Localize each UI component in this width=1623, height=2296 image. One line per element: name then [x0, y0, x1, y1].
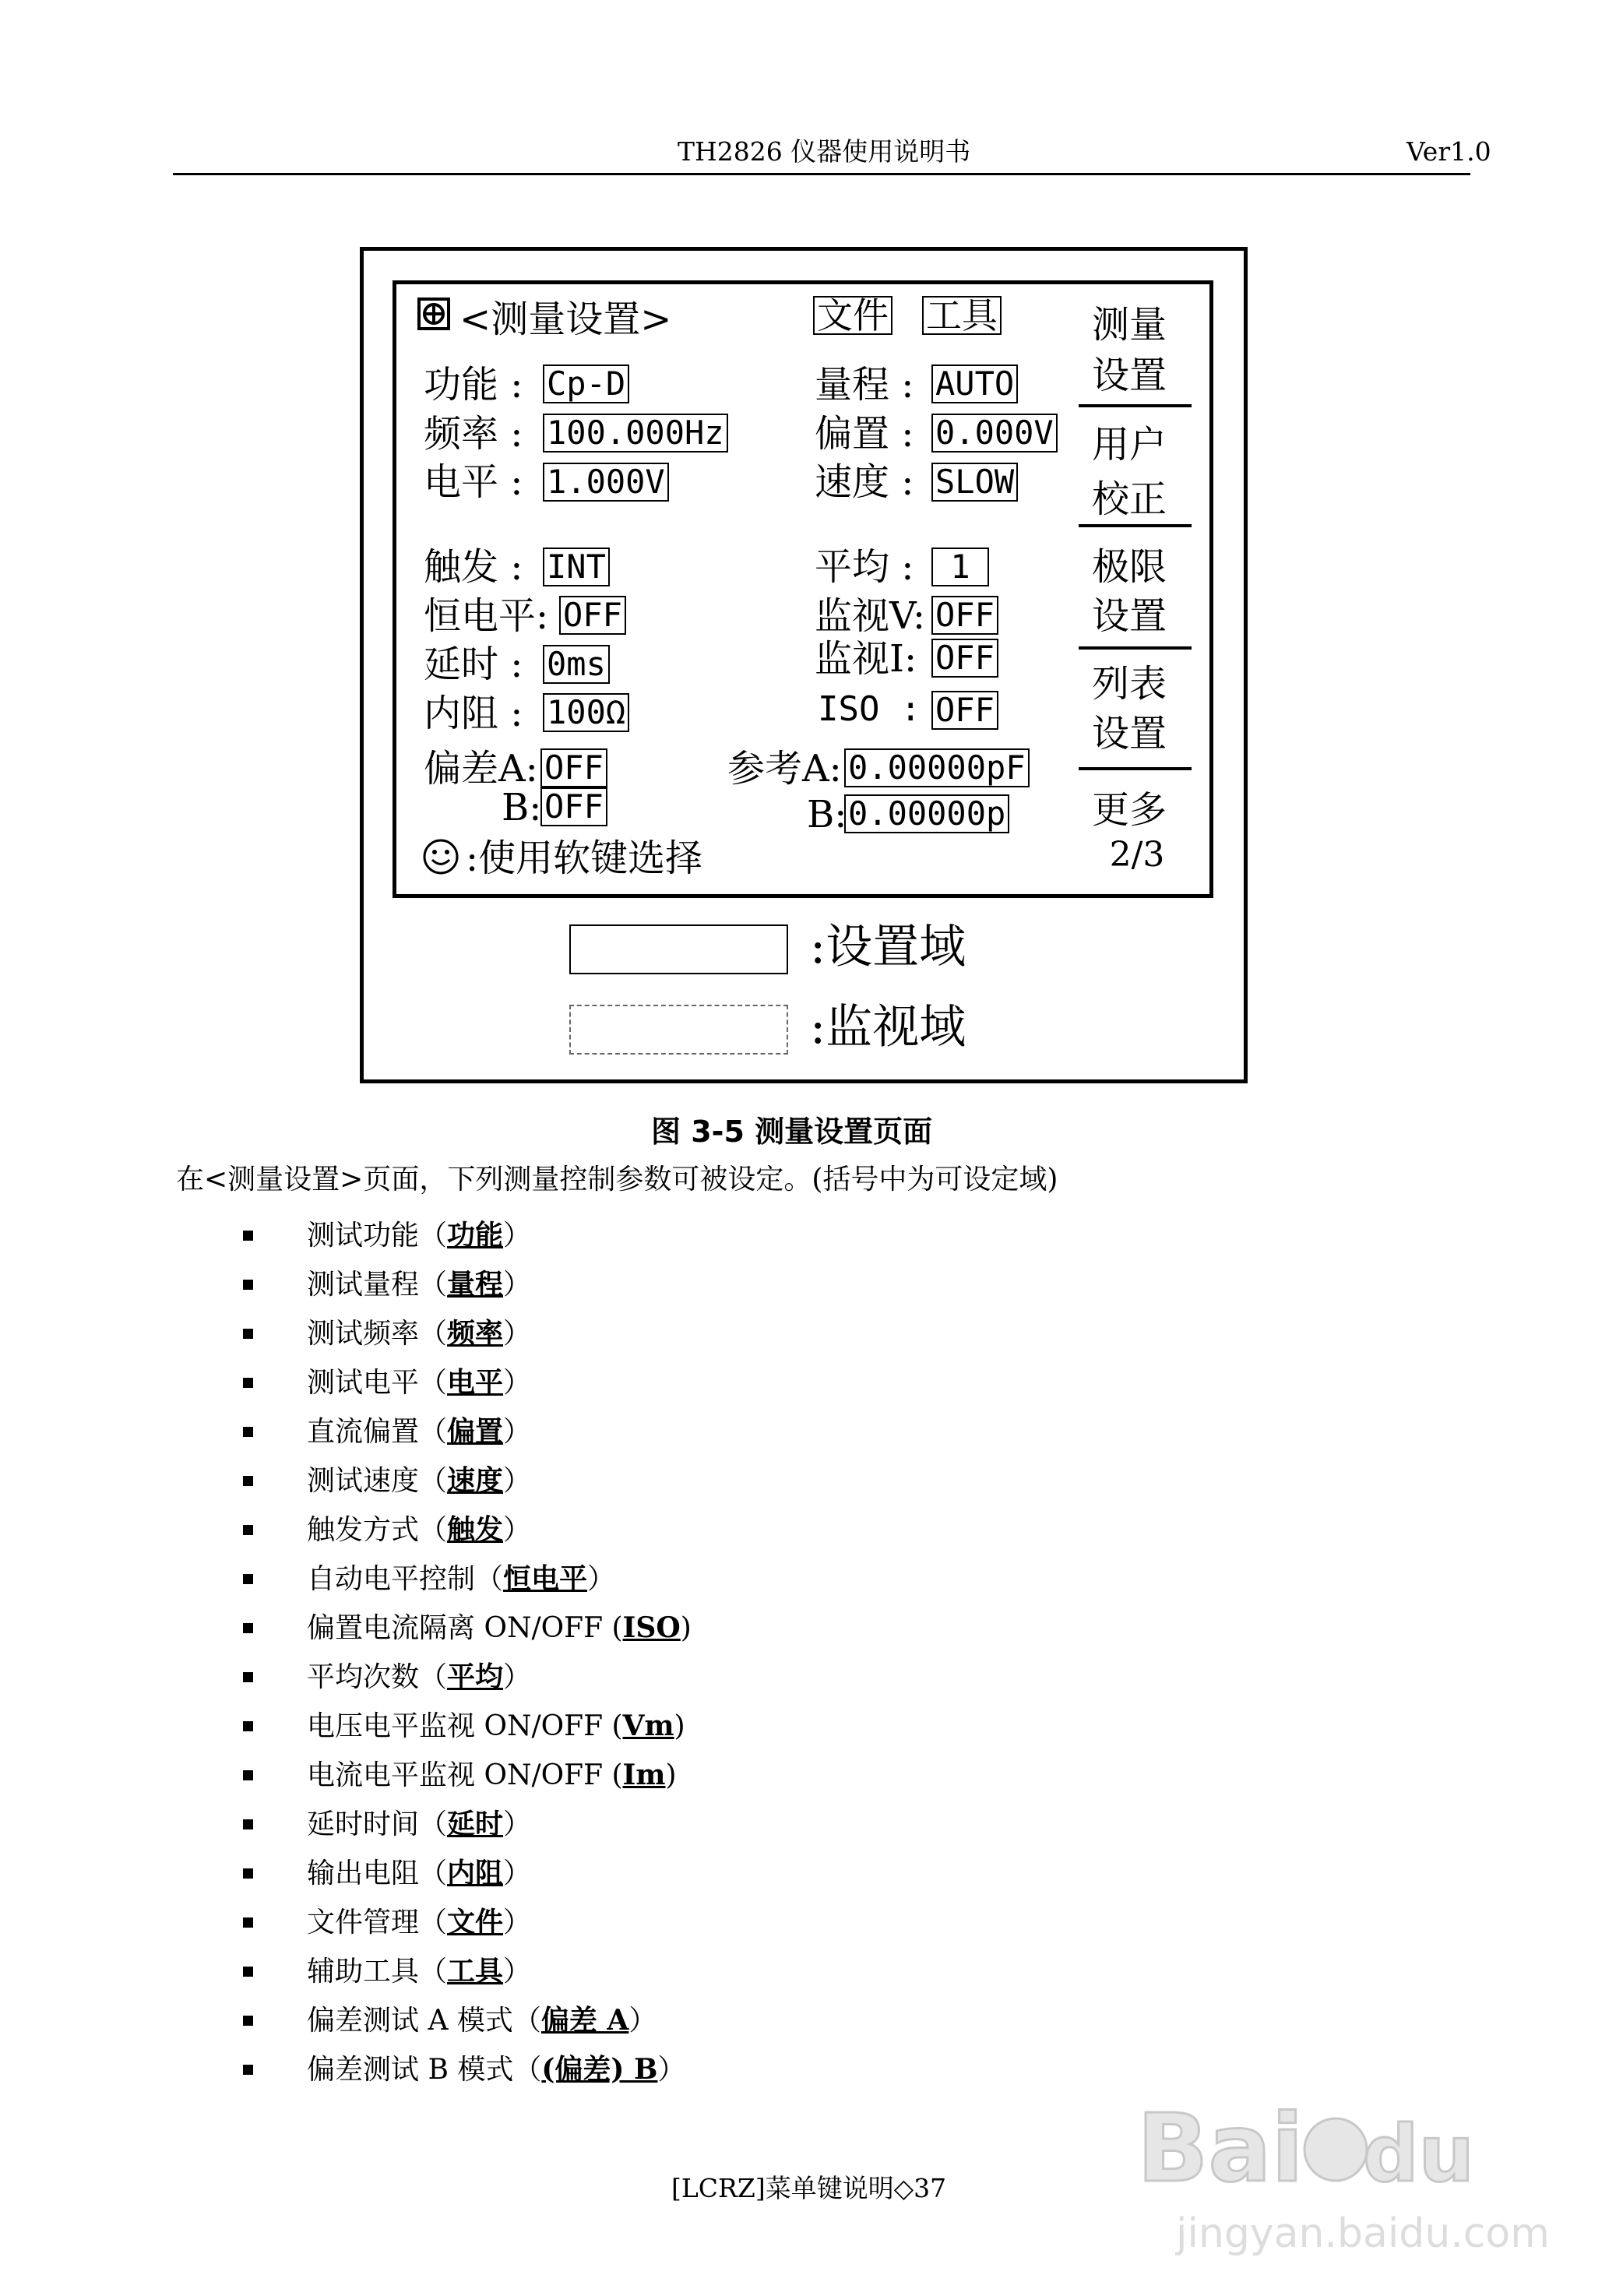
- softkey-measure-setup-line2[interactable]: 设置: [1091, 354, 1167, 397]
- figure-caption: 图 3-5 测量设置页面: [651, 1115, 933, 1149]
- list-item: 测试功能（功能）: [234, 1211, 692, 1260]
- list-item: 测试频率（频率）: [234, 1309, 692, 1358]
- param-label-average: 平均 :: [815, 545, 914, 589]
- page-icon: [417, 298, 450, 333]
- document-header-title: TH2826 仪器使用说明书: [678, 136, 971, 167]
- bullet-icon: [243, 1574, 253, 1584]
- field-deviation-b[interactable]: OFF: [540, 787, 607, 826]
- softkey-more-line1[interactable]: 更多: [1091, 788, 1167, 832]
- param-label-frequency: 频率 :: [424, 412, 523, 456]
- svg-text:du: du: [1363, 2108, 1474, 2199]
- softkey-user-correction-line1[interactable]: 用户: [1091, 423, 1167, 467]
- bullet-icon: [243, 1623, 253, 1633]
- bullet-icon: [243, 1967, 253, 1977]
- bullet-icon: [243, 1917, 253, 1928]
- field-delay[interactable]: 0ms: [543, 645, 610, 684]
- legend-monitor-swatch: [569, 1005, 788, 1055]
- legend-setting-swatch: [569, 924, 788, 974]
- list-item: 测试量程（量程）: [234, 1260, 692, 1309]
- bullet-icon: [243, 2016, 253, 2026]
- field-resistance[interactable]: 100Ω: [543, 693, 629, 732]
- list-item: 平均次数（平均）: [234, 1653, 692, 1702]
- list-item: 偏置电流隔离 ON/OFF (ISO): [234, 1604, 692, 1653]
- field-alc[interactable]: OFF: [559, 596, 626, 635]
- bullet-icon: [243, 1329, 253, 1339]
- field-average[interactable]: 1: [931, 548, 989, 586]
- field-speed[interactable]: SLOW: [931, 463, 1018, 502]
- field-level[interactable]: 1.000V: [543, 463, 669, 502]
- field-monitor-v[interactable]: OFF: [931, 596, 998, 635]
- softkey-divider: [1079, 404, 1192, 407]
- menu-tools[interactable]: 工具: [922, 296, 1002, 335]
- bullet-icon: [243, 1868, 253, 1879]
- list-item: 电压电平监视 ON/OFF (Vm): [234, 1702, 692, 1751]
- softkey-limit-setup-line2[interactable]: 设置: [1091, 594, 1167, 638]
- field-function[interactable]: Cp-D: [543, 364, 629, 403]
- list-item: 测试电平（电平）: [234, 1358, 692, 1407]
- bullet-icon: [243, 1819, 253, 1829]
- param-label-ref-a: 参考A:: [727, 747, 842, 791]
- bullet-icon: [243, 1721, 253, 1731]
- bullet-icon: [243, 1231, 253, 1241]
- intro-paragraph: 在<测量设置>页面，下列测量控制参数可被设定。(括号中为可设定域): [176, 1164, 1058, 1196]
- softkey-divider: [1079, 646, 1192, 650]
- softkey-divider: [1079, 524, 1192, 527]
- param-label-deviation-a: 偏差A:: [424, 747, 538, 791]
- param-label-alc: 恒电平:: [424, 594, 549, 638]
- param-label-delay: 延时 :: [424, 643, 523, 686]
- param-label-speed: 速度 :: [815, 460, 914, 504]
- bullet-icon: [243, 1672, 253, 1682]
- bullet-icon: [243, 1280, 253, 1290]
- field-monitor-i[interactable]: OFF: [931, 639, 998, 678]
- smiley-icon: [421, 837, 460, 879]
- field-iso[interactable]: OFF: [931, 691, 998, 730]
- softkey-limit-setup-line1[interactable]: 极限: [1091, 545, 1167, 589]
- field-bias[interactable]: 0.000V: [931, 414, 1058, 453]
- param-label-level: 电平 :: [424, 460, 523, 504]
- param-label-range: 量程 :: [815, 363, 914, 407]
- field-deviation-a[interactable]: OFF: [540, 748, 607, 787]
- svg-text:jingyan.baidu.com: jingyan.baidu.com: [1176, 2210, 1550, 2257]
- list-item: 输出电阻（内阻）: [234, 1849, 692, 1898]
- softkey-more-page[interactable]: 2/3: [1109, 835, 1165, 875]
- param-label-function: 功能 :: [424, 363, 523, 407]
- param-label-deviation-b: B:: [502, 786, 542, 829]
- page-footer: [LCRZ]菜单键说明◇37: [671, 2173, 947, 2203]
- list-item: 延时时间（延时）: [234, 1800, 692, 1849]
- menu-file[interactable]: 文件: [813, 296, 892, 335]
- header-rule: [173, 173, 1470, 175]
- field-range[interactable]: AUTO: [931, 364, 1018, 403]
- list-item: 文件管理（文件）: [234, 1898, 692, 1947]
- list-item: 偏差测试 B 模式（(偏差) B）: [234, 2045, 692, 2094]
- param-label-resistance: 内阻 :: [424, 692, 523, 735]
- list-item: 自动电平控制（恒电平）: [234, 1555, 692, 1604]
- softkey-list-setup-line1[interactable]: 列表: [1091, 662, 1167, 706]
- svg-text:Bai: Bai: [1137, 2095, 1304, 2203]
- param-label-ref-b: B:: [807, 793, 847, 836]
- softkey-measure-setup-line1[interactable]: 测量: [1091, 303, 1167, 347]
- softkey-list-setup-line2[interactable]: 设置: [1091, 712, 1167, 755]
- parameter-list: [234, 1211, 692, 2094]
- field-ref-b[interactable]: 0.00000p: [844, 794, 1009, 833]
- param-label-monitor-i: 监视I:: [815, 637, 917, 681]
- field-frequency[interactable]: 100.000Hz: [543, 414, 728, 453]
- document-version: Ver1.0: [1406, 136, 1491, 167]
- list-item: 直流偏置（偏置）: [234, 1407, 692, 1456]
- field-trigger[interactable]: INT: [543, 548, 610, 586]
- list-item: 电流电平监视 ON/OFF (Im): [234, 1751, 692, 1800]
- param-label-monitor-v: 监视V:: [815, 594, 926, 638]
- baidu-watermark-logo: [1129, 2087, 1565, 2266]
- screen-page-title: <测量设置>: [459, 298, 672, 341]
- legend-setting-field: :设置域: [810, 920, 966, 974]
- param-label-trigger: 触发 :: [424, 545, 523, 589]
- softkey-divider: [1079, 767, 1192, 770]
- list-item: 偏差测试 A 模式（偏差 A）: [234, 1996, 692, 2045]
- bullet-icon: [243, 1427, 253, 1437]
- bullet-icon: [243, 1476, 253, 1486]
- list-item: 辅助工具（工具）: [234, 1947, 692, 1996]
- bullet-icon: [243, 1525, 253, 1535]
- bullet-icon: [243, 2065, 253, 2075]
- param-label-iso: ISO :: [818, 689, 921, 729]
- legend-monitor-field: :监视域: [810, 1000, 966, 1055]
- field-ref-a[interactable]: 0.00000pF: [844, 748, 1030, 787]
- softkey-user-correction-line2[interactable]: 校正: [1091, 477, 1167, 521]
- list-item: 触发方式（触发）: [234, 1505, 692, 1555]
- bullet-icon: [243, 1378, 253, 1388]
- param-label-bias: 偏置 :: [815, 412, 914, 456]
- list-item: 测试速度（速度）: [234, 1456, 692, 1505]
- status-hint: :使用软键选择: [466, 836, 703, 880]
- bullet-icon: [243, 1770, 253, 1780]
